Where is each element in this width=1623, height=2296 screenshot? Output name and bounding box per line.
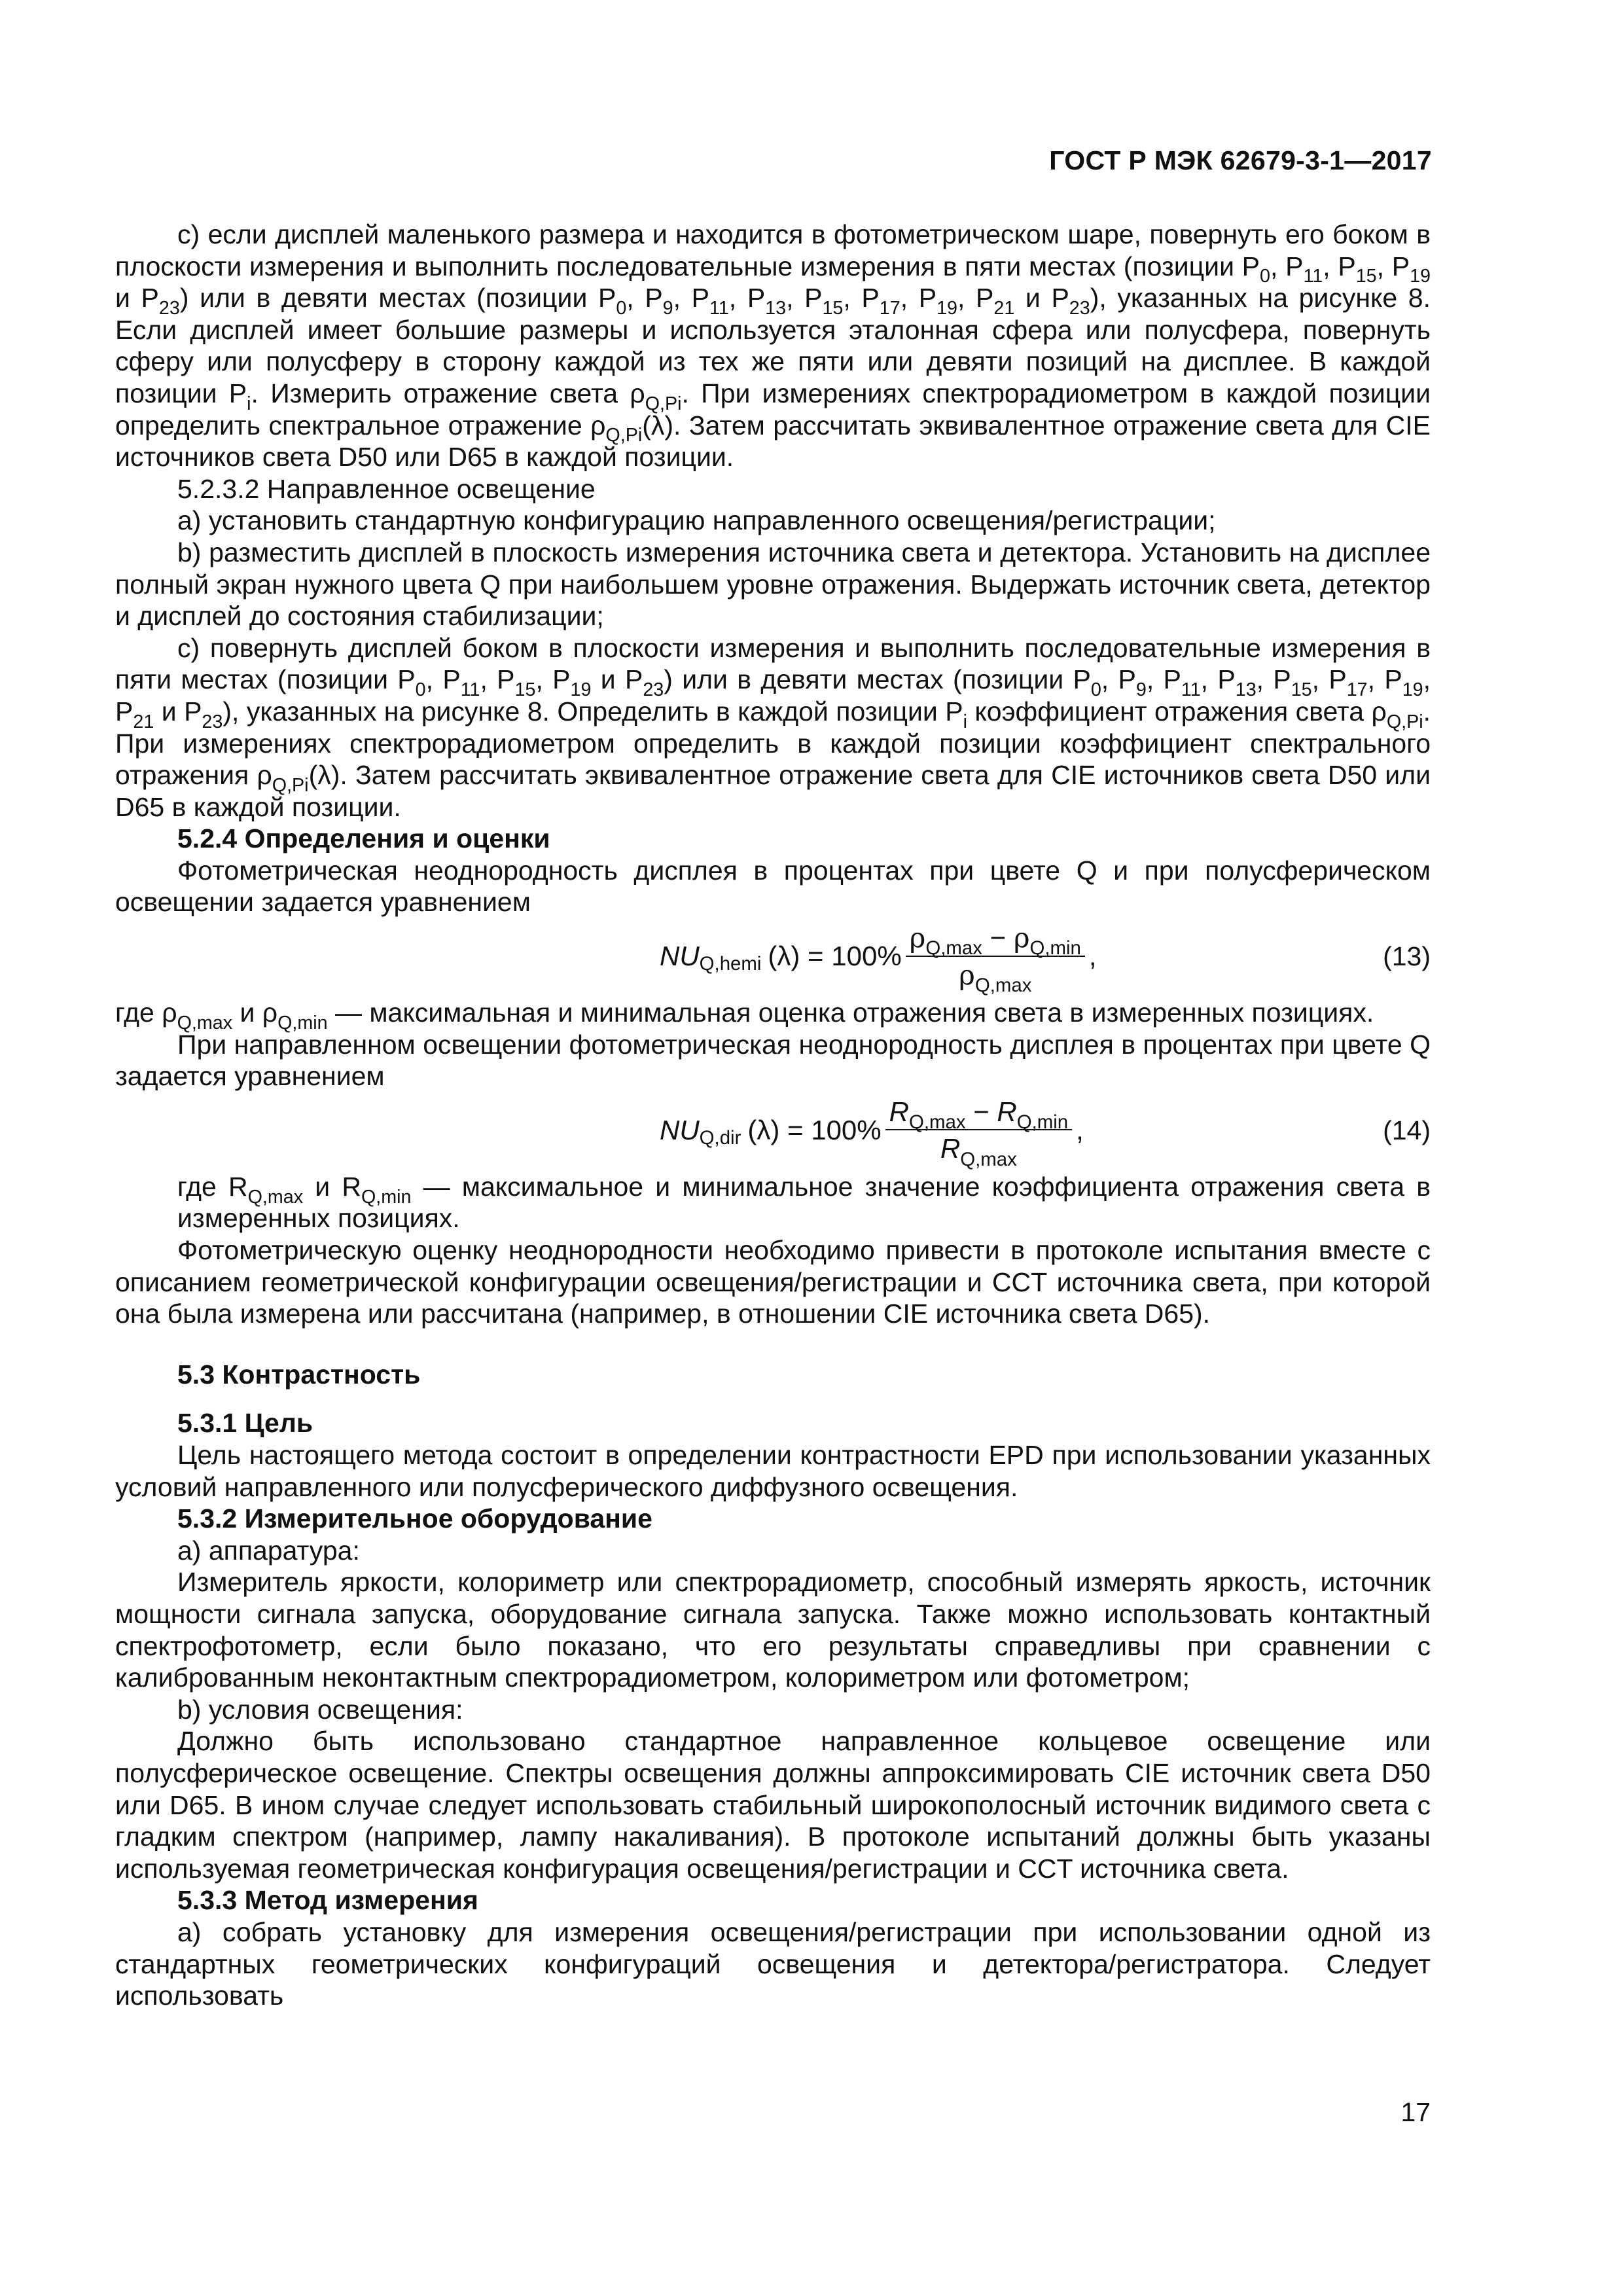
paragraph-where-rho: где $\rho_{Q,max}$ и $\rho_{Q,min}$ — максимальная и минимальная оценка отражения света в измеренных позициях. xyxy=(115,997,1374,1033)
section-5-3-heading: 5.3 Контрастность xyxy=(177,1359,421,1390)
equation-14-fraction: $\frac{R_{Q,max} - R_{Q,min}}{R_{Q,max}}$ xyxy=(885,1096,1073,1165)
equation-13-number: (13) xyxy=(1383,941,1431,972)
page-header-standard-code: ГОСТ Р МЭК 62679-3-1—2017 xyxy=(1049,145,1432,175)
equation-13-body: NU $_{Q,hemi}$ (λ) = 100% $\frac{\rho_{Q,max} - \rho_{Q,min}}{\rho_{Q,max}}$ , xyxy=(660,922,1097,996)
paragraph-where-r: где $R_{Q,max}$ и $R_{Q,min}$ — максимальное и минимальное значение коэффициента отражения света в измеренных позициях. xyxy=(177,1171,1431,1234)
paragraph-hemi-nonuniformity: Фотометрическая неоднородность дисплея в процентах при цвете Q и при полусферическом освещении задается уравнением xyxy=(115,855,1431,918)
paragraph-lighting-text: Должно быть использовано стандартное направленное кольцевое освещение или полусферическое освещение. Спектры освещения должны аппроксимировать CIE источник света D50 или D65. В ином случае следует использовать стабильный широкополосный источник видимого света с гладким спектром (например, лампу накаливания). В протоколе испытаний должны быть указаны используемая геометрическая конфигурация освещения/регистрации и CCT источника света. xyxy=(115,1726,1431,1884)
paragraph-apparatus-label: a) аппаратура: xyxy=(177,1535,360,1566)
paragraph-c-directed: c) повернуть дисплей боком в плоскости измерения и выполнить последовательные измерения в пяти местах (позиции $P_0$, $P_{11}$, $P_{15}$, $P_{19}$ и $P_{23}$) или в девяти местах (позиции $P_0$, $P_9$, $P_{11}$, $P_{13}$, $P_{15}$, $P_{17}$, $P_{19}$, $P_{21}$ и $P_{23}$), указанных на рисунке 8. Определить в каждой позиции $P_i$ коэффициент отражения света $\rho_{Q,Pi}$. При измерениях спектрорадиометром определить в каждой позиции коэффициент спектрального отражения $\rho_{Q,Pi}(\lambda)$. Затем рассчитать эквивалентное отражение света для CIE источников света D50 или D65 в каждой позиции. xyxy=(115,632,1431,822)
section-5-3-2-heading: 5.3.2 Измерительное оборудование xyxy=(177,1503,652,1534)
paragraph-b-directed: b) разместить дисплей в плоскость измерения источника света и детектора. Установить на дисплее полный экран нужного цвета Q при наибольшем уровне отражения. Выдержать источник света, детектор и дисплей до состояния стабилизации; xyxy=(115,537,1431,632)
paragraph-directed-nonuniformity: При направленном освещении фотометрическая неоднородность дисплея в процентах при цвете Q задается уравнением xyxy=(115,1029,1431,1092)
paragraph-a-directed: a) установить стандартную конфигурацию направленного освещения/регистрации; xyxy=(177,505,1216,536)
subsection-5-2-3-2-title: 5.2.3.2 Направленное освещение xyxy=(177,473,596,504)
paragraph-apparatus-text: Измеритель яркости, колориметр или спектрорадиометр, способный измерять яркость, источник мощности сигнала запуска, оборудование сигнала запуска. Также можно использовать контактный спектрофотометр, если было показано, что его результаты справедливы при сравнении с калиброванным неконтактным спектрорадиометром, колориметром или фотометром; xyxy=(115,1567,1431,1693)
paragraph-purpose: Цель настоящего метода состоит в определении контрастности EPD при использовании указанных условий направленного или полусферического диффузного освещения. xyxy=(115,1440,1431,1502)
section-5-3-3-heading: 5.3.3 Метод измерения xyxy=(177,1885,478,1916)
equation-14-number: (14) xyxy=(1383,1115,1431,1145)
page-content xyxy=(115,219,1431,2012)
equation-14 xyxy=(115,1092,1431,1171)
paragraph-c-sphere: c) если дисплей маленького размера и находится в фотометрическом шаре, повернуть его боком в плоскости измерения и выполнить последовательные измерения в пяти местах (позиции $P_0$, $P_{11}$, $P_{15}$, $P_{19}$ и $P_{23}$) или в девяти местах (позиции $P_0$, $P_9$, $P_{11}$, $P_{13}$, $P_{15}$, $P_{17}$, $P_{19}$, $P_{21}$ и $P_{23}$), указанных на рисунке 8. Если дисплей имеет большие размеры и используется эталонная сфера или полусфера, повернуть сферу или полусферу в сторону каждой из тех же пяти или девяти позиций на дисплее. В каждой позиции $P_i$. Измерить отражение света $\rho_{Q,Pi}$. При измерениях спектрорадиометром в каждой позиции определить спектральное отражение $\rho_{Q,Pi}(\lambda)$. Затем рассчитать эквивалентное отражение света для CIE источников света D50 или D65 в каждой позиции. xyxy=(115,219,1431,473)
equation-13-fraction: $\frac{\rho_{Q,max} - \rho_{Q,min}}{\rho_{Q,max}}$ xyxy=(906,922,1085,991)
section-5-2-4-heading: 5.2.4 Определения и оценки xyxy=(177,823,550,854)
equation-14-body: NU $_{Q,dir}$ (λ) = 100% $\frac{R_{Q,max} - R_{Q,min}}{R_{Q,max}}$ , xyxy=(660,1096,1084,1170)
page-number: 17 xyxy=(1400,2097,1431,2127)
equation-13 xyxy=(115,918,1431,997)
section-5-3-1-heading: 5.3.1 Цель xyxy=(177,1408,313,1439)
paragraph-lighting-label: b) условия освещения: xyxy=(177,1694,463,1725)
paragraph-report-requirement: Фотометрическую оценку неоднородности необходимо привести в протоколе испытания вместе с описанием геометрической конфигурации освещения/регистрации и CCT источника света, при которой она была измерена или рассчитана (например, в отношении CIE источника света D65). xyxy=(115,1235,1431,1329)
paragraph-method-a: a) собрать установку для измерения освещения/регистрации при использовании одной из стандартных геометрических конфигураций освещения и детектора/регистратора. Следует использовать xyxy=(115,1916,1431,2011)
